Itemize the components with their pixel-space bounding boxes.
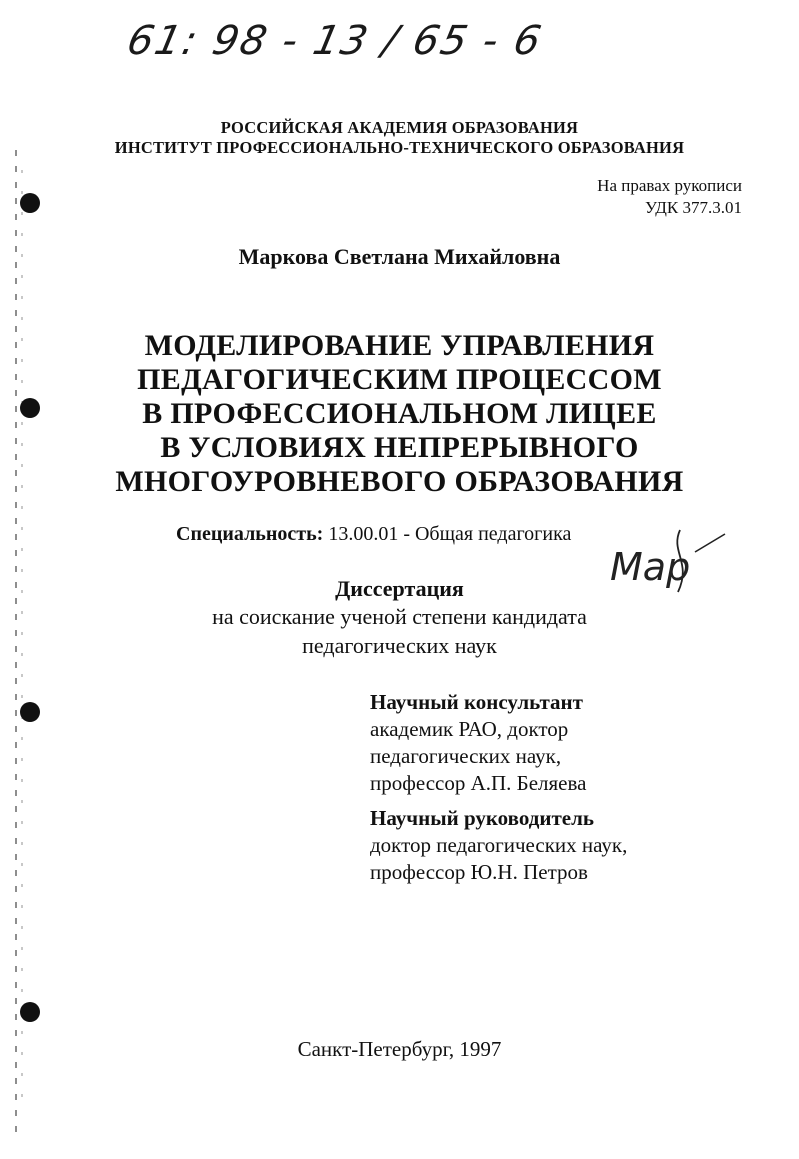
title-line-3: В ПРОФЕССИОНАЛЬНОМ ЛИЦЕЕ [142, 397, 657, 430]
title-line-4: В УСЛОВИЯХ НЕПРЕРЫВНОГО [160, 431, 639, 464]
supervisor-heading: Научный руководитель [370, 806, 594, 830]
organization-line-1: РОССИЙСКАЯ АКАДЕМИЯ ОБРАЗОВАНИЯ [220, 118, 579, 137]
consultant-line: педагогических наук, [370, 744, 562, 768]
dissertation-line-1: на соискание ученой степени кандидата [212, 604, 587, 629]
organization-line-2: ИНСТИТУТ ПРОФЕССИОНАЛЬНО-ТЕХНИЧЕСКОГО ОБРАЗОВАНИЯ [114, 138, 685, 157]
manuscript-rights: На правах рукописи [597, 176, 742, 195]
dissertation-heading: Диссертация [335, 576, 464, 601]
city-year: Санкт-Петербург, 1997 [297, 1037, 502, 1061]
dissertation-line-2: педагогических наук [302, 633, 497, 658]
supervisor-block [370, 805, 627, 886]
author-name: Маркова Светлана Михайловна [238, 244, 561, 269]
title-line-1: МОДЕЛИРОВАНИЕ УПРАВЛЕНИЯ [144, 329, 655, 362]
supervisor-line: профессор Ю.Н. Петров [370, 860, 588, 884]
consultant-heading: Научный консультант [370, 690, 583, 714]
udc-code: УДК 377.3.01 [644, 198, 742, 217]
title-line-5: МНОГОУРОВНЕВОГО ОБРАЗОВАНИЯ [115, 465, 684, 498]
binding-hole [20, 193, 40, 213]
consultant-line: академик РАО, доктор [370, 717, 569, 741]
specialty [176, 523, 571, 546]
binding-hole [20, 1002, 40, 1022]
binding-hole [20, 702, 40, 722]
title-line-2: ПЕДАГОГИЧЕСКИМ ПРОЦЕССОМ [137, 363, 662, 396]
supervisor-line: доктор педагогических наук, [370, 833, 628, 857]
signature-text: Мар [610, 545, 691, 589]
consultant-line: профессор А.П. Беляева [370, 771, 587, 795]
consultant-block [370, 689, 586, 797]
specialty-value: 13.00.01 - Общая педагогика [328, 523, 572, 545]
archive-code: 61: 98 - 13 / 65 - 6 [123, 18, 547, 64]
specialty-label: Специальность: [176, 523, 324, 545]
